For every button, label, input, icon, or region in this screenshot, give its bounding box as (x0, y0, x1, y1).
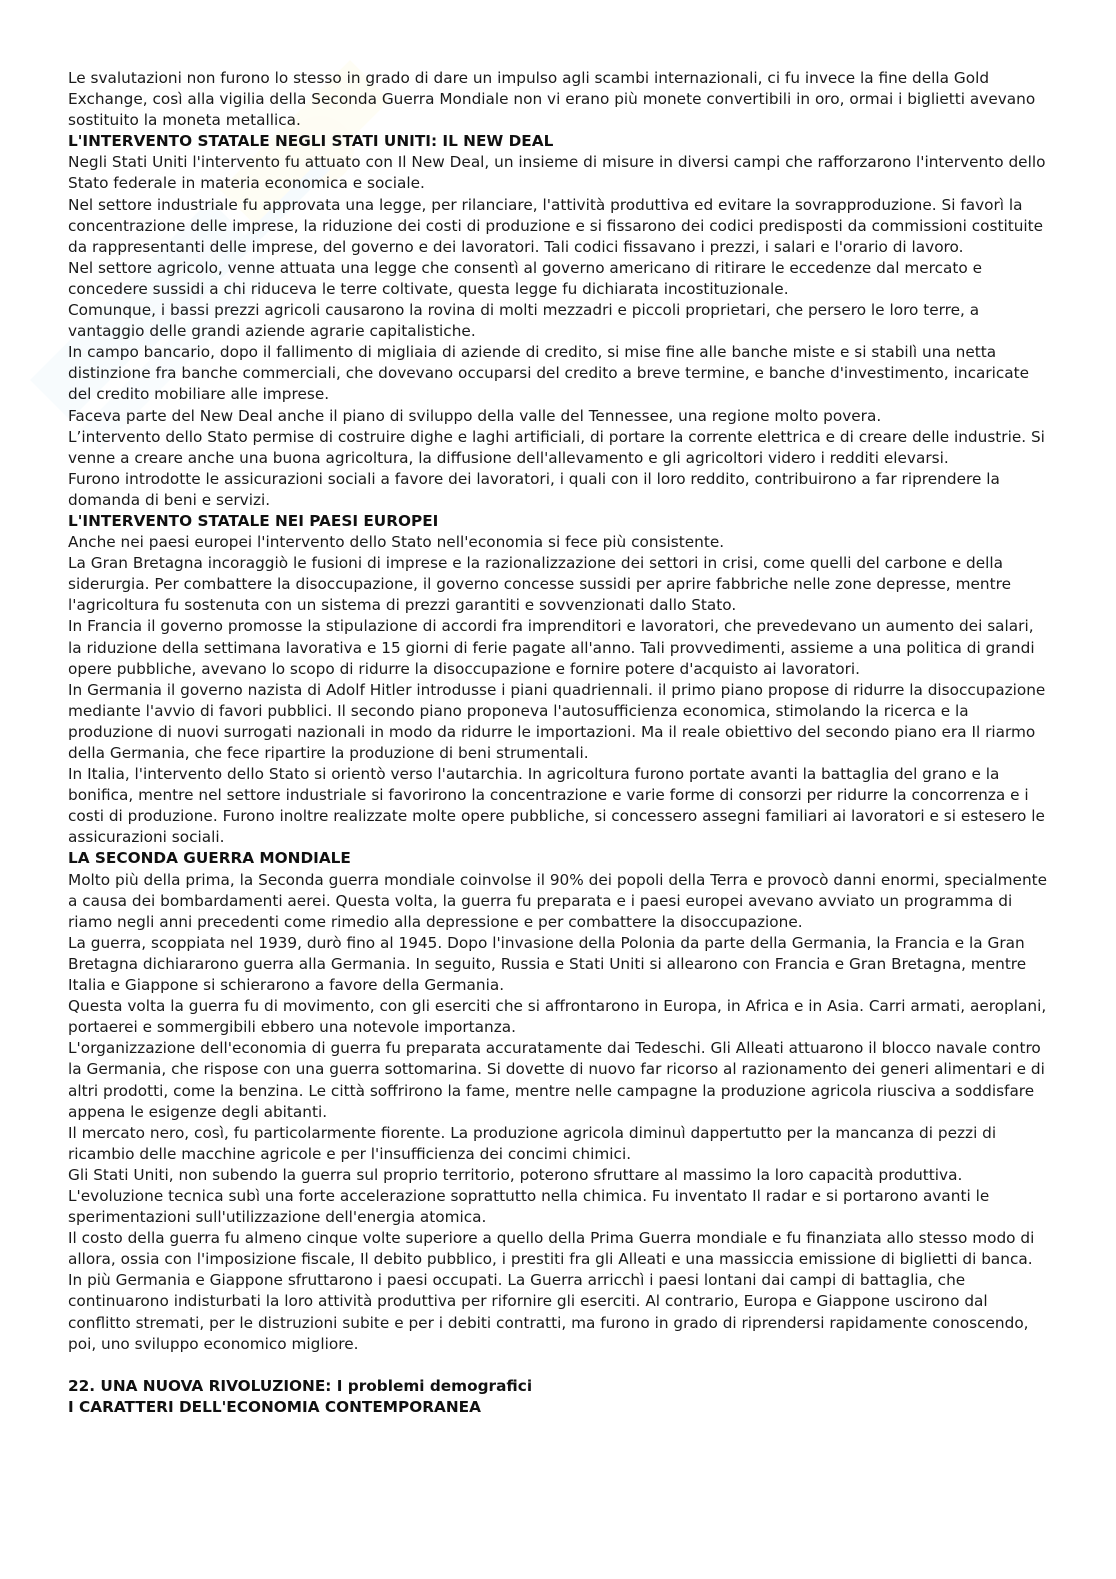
document-body (68, 68, 1048, 1418)
paragraph: In campo bancario, dopo il fallimento di migliaia di aziende di credito, si mise fine alle banche miste e si stabilì una netta distinzione fra banche commerciali, che dovevano occuparsi del credito a breve termine, e banche d'investimento, incaricate del credito mobiliare alle imprese. (68, 343, 1030, 404)
paragraph: Le svalutazioni non furono lo stesso in grado di dare un impulso agli scambi internazionali, ci fu invece la fine della Gold Exchange, così alla vigilia della Seconda Guerra Mondiale non vi erano più monete convertibili in oro, ormai i biglietti avevano sostituito la moneta metallica. (68, 69, 1036, 130)
paragraph: In Francia il governo promosse la stipulazione di accordi fra imprenditori e lavoratori, che prevedevano un aumento dei salari, la riduzione della settimana lavorativa e 15 giorni di ferie pagate all'anno. Tali provvedimenti, assieme a una politica di grandi opere pubbliche, avevano lo scopo di ridurre la disoccupazione e fornire potere d'acquisto ai lavoratori. (68, 617, 1035, 678)
section-heading: 22. UNA NUOVA RIVOLUZIONE: I problemi demografici (68, 1376, 533, 1395)
paragraph: Faceva parte del New Deal anche il piano di sviluppo della valle del Tennessee, una regione molto povera. (68, 406, 882, 425)
paragraph: In Italia, l'intervento dello Stato si orientò verso l'autarchia. In agricoltura furono portate avanti la battaglia del grano e la bonifica, mentre nel settore industriale si favorirono la concentrazione e varie forme di consorzi per ridurre la concorrenza e i costi di produzione. Furono inoltre realizzate molte opere pubbliche, si concessero assegni familiari ai lavoratori e si estesero le assicurazioni sociali. (68, 765, 1045, 847)
paragraph: Nel settore agricolo, venne attuata una legge che consentì al governo americano di ritirare le eccedenze dal mercato e concedere sussidi a chi riduceva le terre coltivate, questa legge fu dichiarata incostituzionale. (68, 258, 983, 298)
paragraph: Comunque, i bassi prezzi agricoli causarono la rovina di molti mezzadri e piccoli proprietari, che persero le loro terre, a vantaggio delle grandi aziende agrarie capitalistiche. (68, 301, 980, 341)
paragraph: Anche nei paesi europei l'intervento dello Stato nell'economia si fece più consistente. (68, 533, 725, 552)
paragraph: In Germania il governo nazista di Adolf Hitler introdusse i piani quadriennali. il primo piano propose di ridurre la disoccupazione mediante l'avvio di favori pubblici. Il secondo piano proponeva l'autosufficienza economica, stimolando la ricerca e la produzione di nuovi surrogati nazionali in modo da ridurre le importazioni. Ma il reale obiettivo del secondo piano era Il riarmo della Germania, che fece ripartire la produzione di beni strumentali. (68, 680, 1046, 762)
paragraph: La guerra, scoppiata nel 1939, durò fino al 1945. Dopo l'invasione della Polonia da parte della Germania, la Francia e la Gran Bretagna dichiararono guerra alla Germania. In seguito, Russia e Stati Uniti si allearono con Francia e Gran Bretagna, mentre Italia e Giappone si schierarono a favore della Germania. (68, 933, 1027, 995)
paragraph: L'organizzazione dell'economia di guerra fu preparata accuratamente dai Tedeschi. Gli Alleati attuarono il blocco navale contro la Germania, che rispose con una guerra sottomarina. Si dovette di nuovo far ricorso al razionamento dei generi alimentari e di altri prodotti, come la benzina. Le città soffrirono la fame, mentre nelle campagne la produzione agricola riusciva a soddisfare appena le esigenze degli abitanti. (68, 1039, 1045, 1121)
paragraph: La Gran Bretagna incoraggiò le fusioni di imprese e la razionalizzazione dei settori in crisi, come quelli del carbone e della siderurgia. Per combattere la disoccupazione, il governo concesse sussidi per aprire fabbriche nelle zone depresse, mentre l'agricoltura fu sostenuta con un sistema di prezzi garantiti e sovvenzionati dallo Stato. (68, 554, 1011, 615)
section-spacer (68, 1355, 1048, 1376)
section-heading: L'INTERVENTO STATALE NEGLI STATI UNITI: IL NEW DEAL (68, 132, 554, 151)
paragraph: Furono introdotte le assicurazioni sociali a favore dei lavoratori, i quali con il loro reddito, contribuirono a far riprendere la domanda di beni e servizi. (68, 469, 1000, 509)
paragraph: Molto più della prima, la Seconda guerra mondiale coinvolse il 90% dei popoli della Terra e provocò danni enormi, specialmente a causa dei bombardamenti aerei. Questa volta, la guerra fu preparata e i paesi europei avevano avviato un programma di riamo negli anni precedenti come rimedio alla depressione e per combattere la disoccupazione. (68, 870, 1048, 931)
section-heading: LA SECONDA GUERRA MONDIALE (68, 849, 351, 868)
section-heading: I CARATTERI DELL'ECONOMIA CONTEMPORANEA (68, 1397, 481, 1416)
paragraph: Nel settore industriale fu approvata una legge, per rilanciare, l'attività produttiva ed evitare la sovrapproduzione. Si favorì la concentrazione delle imprese, la riduzione dei costi di produzione e si fissarono dei codici predisposti da commissioni costituite da rappresentanti delle imprese, del governo e dei lavoratori. Tali codici fissavano i prezzi, i salari e l'orario di lavoro. (68, 195, 1044, 256)
paragraph: Gli Stati Uniti, non subendo la guerra sul proprio territorio, poterono sfruttare al massimo la loro capacità produttiva. L'evoluzione tecnica subì una forte accelerazione soprattutto nella chimica. Fu inventato Il radar e si portarono avanti le sperimentazioni sull'utilizzazione dell'energia atomica. (68, 1165, 990, 1227)
paragraph: Il mercato nero, così, fu particolarmente fiorente. La produzione agricola diminuì dappertutto per la mancanza di pezzi di ricambio delle macchine agricole e per l'insufficienza dei concimi chimici. (68, 1123, 997, 1163)
paragraph: Negli Stati Uniti l'intervento fu attuato con Il New Deal, un insieme di misure in diversi campi che rafforzarono l'intervento dello Stato federale in materia economica e sociale. (68, 153, 1046, 193)
paragraph: Il costo della guerra fu almeno cinque volte superiore a quello della Prima Guerra mondiale e fu finanziata allo stesso modo di allora, ossia con l'imposizione fiscale, Il debito pubblico, i prestiti fra gli Alleati e una massiccia emissione di biglietti di banca. In più Germania e Giappone sfruttarono i paesi occupati. La Guerra arricchì i paesi lontani dai campi di battaglia, che continuarono indisturbati la loro attività produttiva per rifornire gli eserciti. Al contrario, Europa e Giappone uscirono dal conflitto stremati, per le distruzioni subite e per i debiti contratti, ma furono in grado di riprendersi rapidamente conoscendo, poi, uno sviluppo economico migliore. (68, 1229, 1035, 1353)
paragraph: Questa volta la guerra fu di movimento, con gli eserciti che si affrontarono in Europa, in Africa e in Asia. Carri armati, aeroplani, portaerei e sommergibili ebbero una notevole importanza. (68, 997, 1047, 1037)
paragraph: L’intervento dello Stato permise di costruire dighe e laghi artificiali, di portare la corrente elettrica e di creare delle industrie. Si venne a creare anche una buona agricoltura, la diffusione dell'allevamento e gli agricoltori videro i redditi elevarsi. (68, 427, 1045, 467)
section-heading: L'INTERVENTO STATALE NEI PAESI EUROPEI (68, 511, 439, 530)
